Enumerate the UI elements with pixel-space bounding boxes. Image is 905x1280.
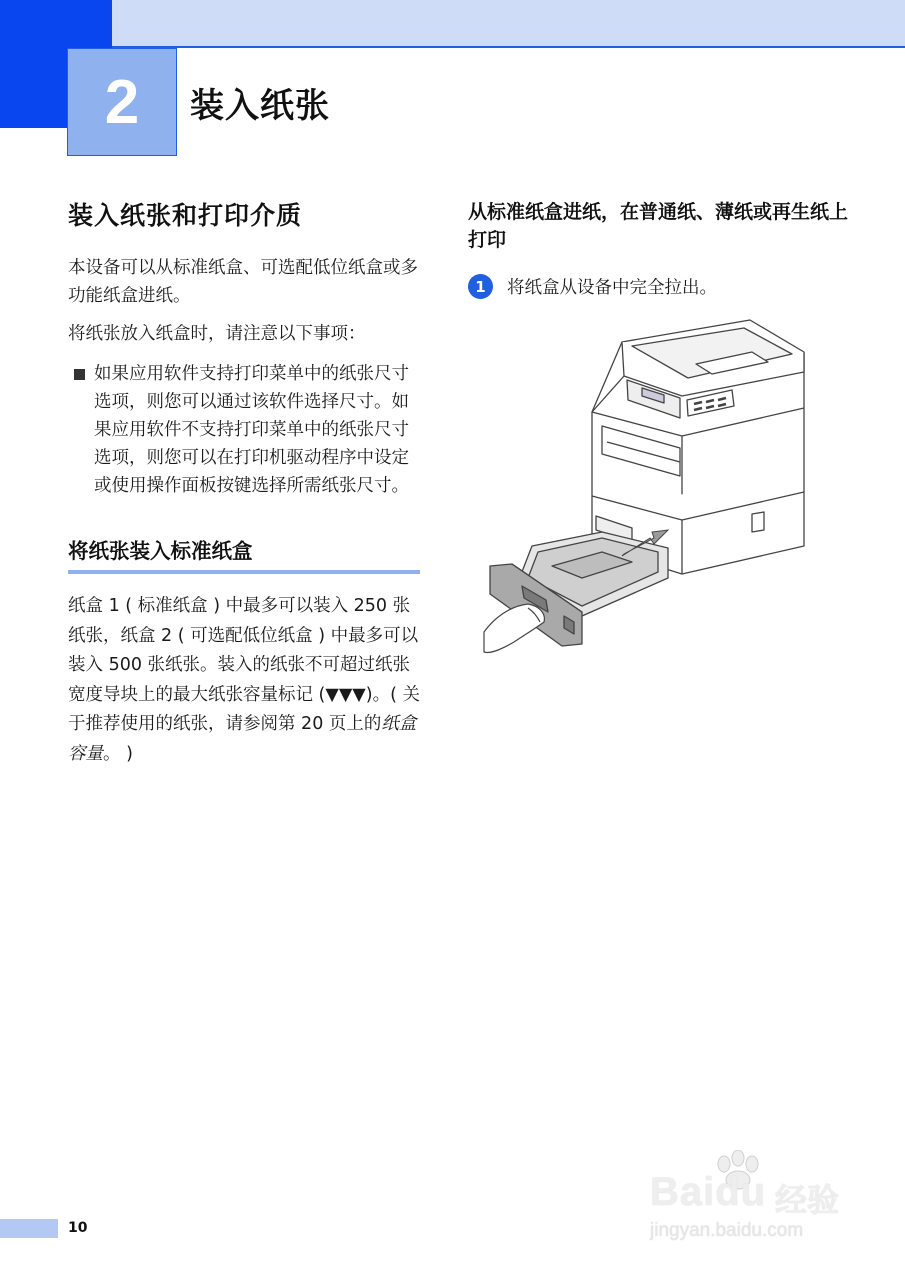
watermark-label: 经验	[775, 1181, 840, 1219]
footer-bar	[0, 1219, 58, 1238]
baidu-watermark	[640, 1150, 850, 1250]
printer-tray-illustration	[482, 316, 812, 656]
tray-capacity-link[interactable]: 纸盒容量	[68, 714, 417, 764]
right-column	[468, 198, 848, 299]
section-title: 装入纸张和打印介质	[68, 201, 303, 230]
step-number-badge: 1	[468, 274, 493, 299]
step-1	[468, 274, 848, 299]
square-bullet-icon	[74, 369, 85, 380]
tray-capacity-end: 。 )	[103, 743, 133, 764]
tray-capacity-paragraph	[68, 592, 420, 769]
left-column	[68, 196, 420, 769]
watermark-logo: Baidu	[650, 1170, 767, 1214]
header-band	[112, 0, 905, 48]
watermark-url: jingyan.baidu.com	[650, 1220, 804, 1241]
page-number: 10	[68, 1220, 88, 1236]
chapter-number: 2	[104, 67, 140, 137]
note-paragraph: 将纸张放入纸盒时，请注意以下事项：	[68, 324, 366, 344]
subsection-title: 将纸张装入标准纸盒	[68, 534, 420, 574]
step-text: 将纸盒从设备中完全拉出。	[507, 278, 717, 298]
bullet-item	[68, 360, 420, 500]
tray-capacity-text: 纸盒 1 ( 标准纸盒 ) 中最多可以装入 250 张纸张，纸盒 2 ( 可选配低位纸盒 ) 中最多可以装入 500 张纸张。装入的纸张不可超过纸张宽度导块上的最大纸张容量标记 (▼▼▼)。( 关于推荐使用的纸张，请参阅第 20 页上的	[68, 596, 420, 734]
intro-paragraph: 本设备可以从标准纸盒、可选配低位纸盒或多功能纸盒进纸。	[68, 258, 418, 306]
chapter-title: 装入纸张	[190, 86, 330, 126]
chapter-number-box	[67, 48, 177, 156]
procedure-heading: 从标准纸盒进纸，在普通纸、薄纸或再生纸上打印	[468, 201, 849, 251]
bullet-text: 如果应用软件支持打印菜单中的纸张尺寸选项，则您可以通过该软件选择尺寸。如果应用软件不支持打印菜单中的纸张尺寸选项，则您可以在打印机驱动程序中设定或使用操作面板按键选择所需纸张尺寸。	[94, 364, 409, 496]
